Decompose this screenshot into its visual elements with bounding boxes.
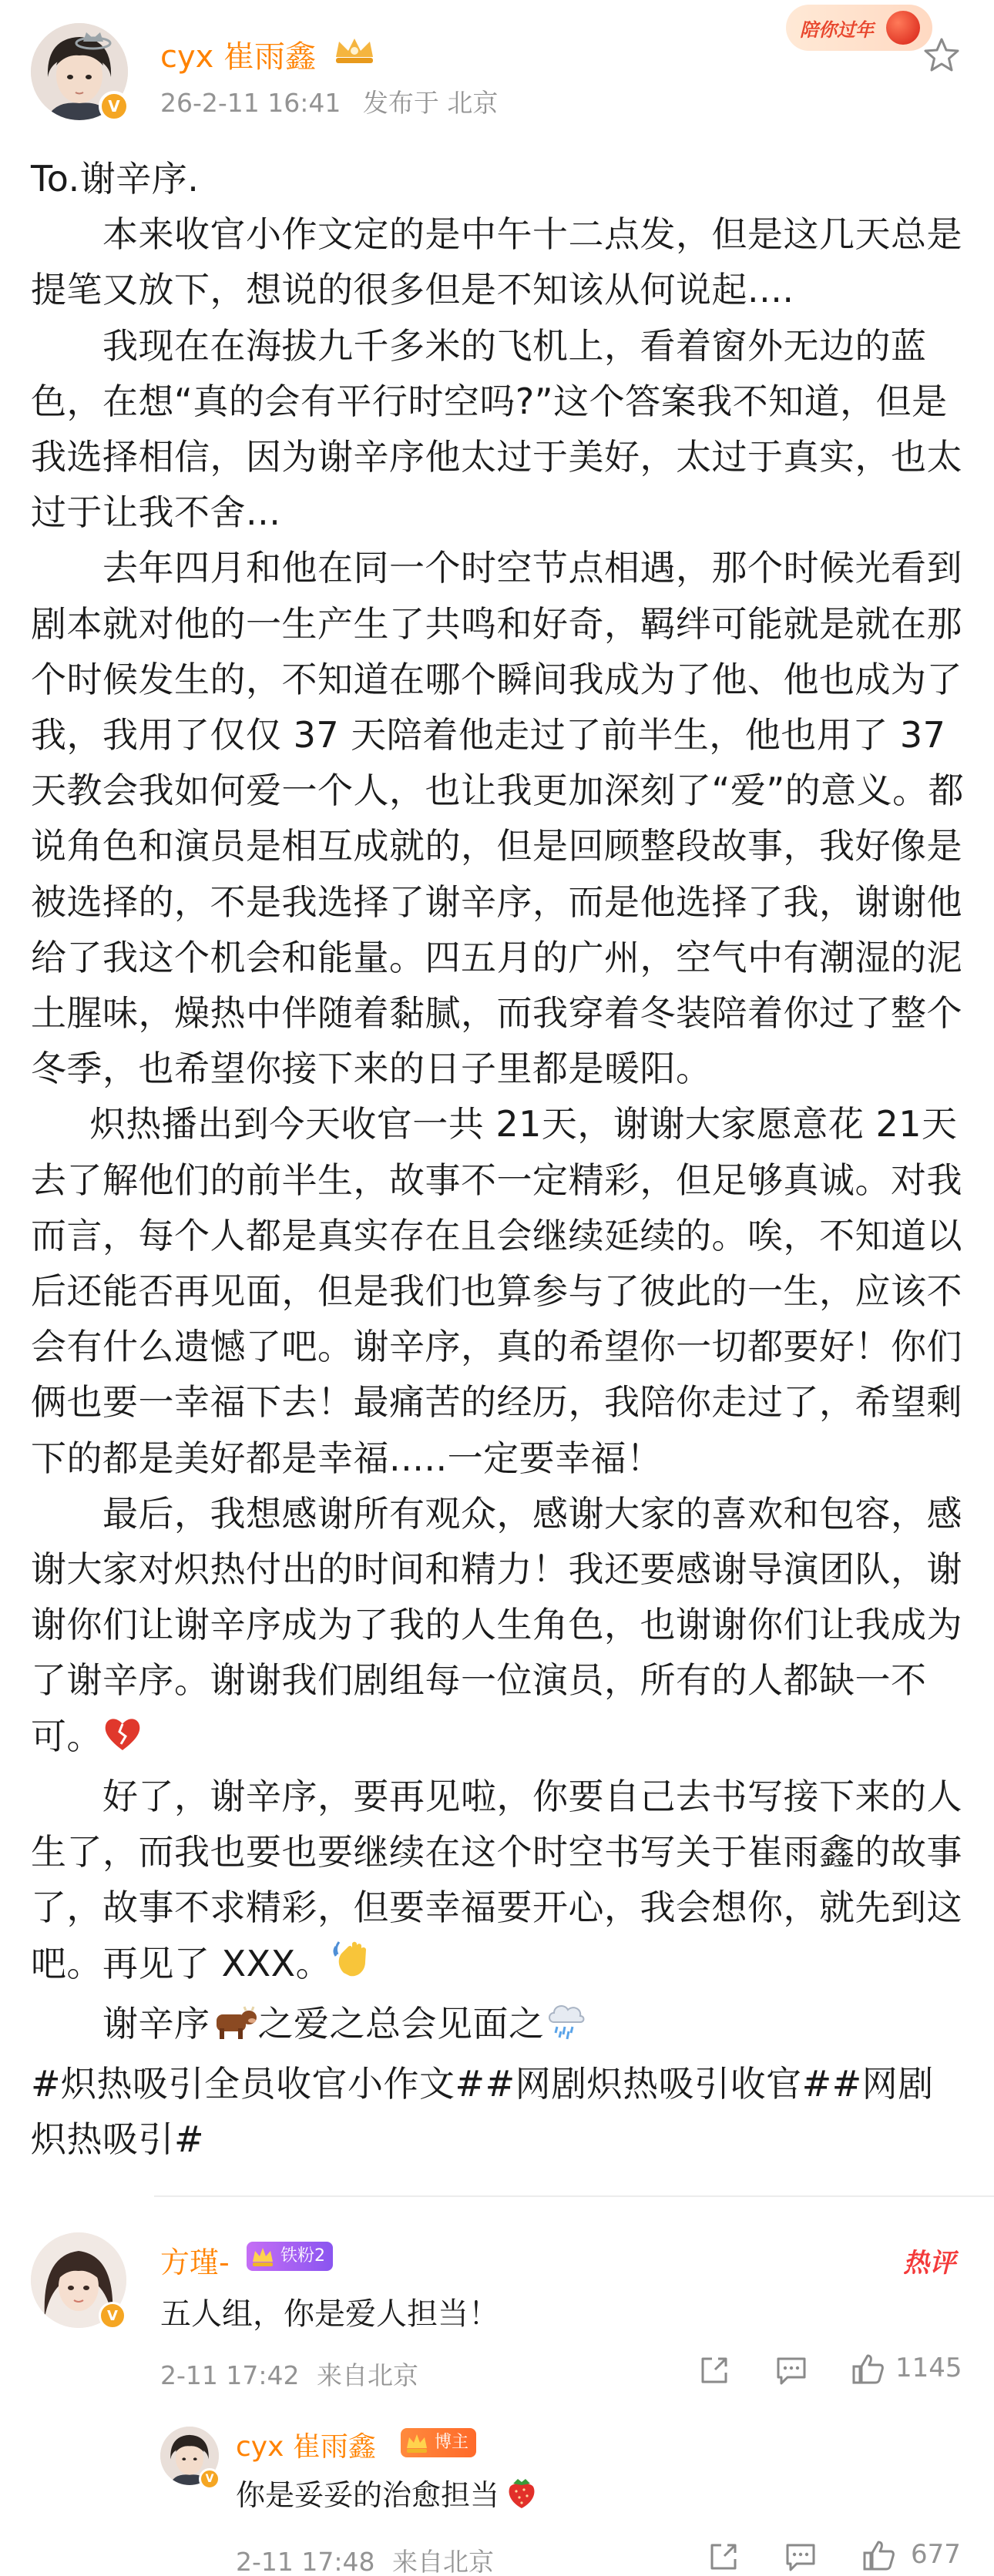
- post-paragraph-thanks: [31, 1486, 965, 1769]
- post-paragraph-text: 之爱之总会见面之: [257, 2002, 545, 2044]
- blogger-badge-label: 博主: [435, 2433, 469, 2452]
- reply-location: 来自北京: [392, 2547, 494, 2576]
- reply-meta: [236, 2542, 503, 2576]
- comment-text: 五人组，你是爱人担当！: [160, 2296, 499, 2332]
- share-icon[interactable]: [697, 2353, 732, 2388]
- hot-comment-tag: 热评: [903, 2248, 955, 2279]
- rain-cloud-icon: [545, 1999, 586, 2056]
- blogger-badge: [401, 2428, 476, 2457]
- broken-heart-icon: [102, 1713, 143, 1769]
- author-name[interactable]: cyx 崔雨鑫: [160, 39, 317, 75]
- like-count: 1145: [895, 2353, 962, 2383]
- hashtag-links[interactable]: #炽热吸引全员收官小作文##网剧炽热吸引收官##网剧炽热吸引#: [31, 2062, 934, 2161]
- post-paragraph: 炽热播出到今天收官一共 21天，谢谢大家愿意花 21天去了解他们的前半生，故事不一定精彩，但足够真诚。对我而言，每个人都是真实存在且会继续延续的。唉，不知道以后还能否再见面，但是我们也算参与了彼此的一生，应该不会有什么遗憾了吧。谢辛序，真的希望你一切都要好！你们俩也要一幸福下去！最痛苦的经历，我陪你走过了，希望剩下的都是美好都是幸福.....一定要幸福！: [31, 1103, 962, 1479]
- reply-text-content: 你是妥妥的治愈担当: [236, 2478, 500, 2512]
- post-location: 发布于 北京: [362, 88, 499, 118]
- cow-icon: [210, 2001, 258, 2056]
- post-paragraph-text: 好了，谢辛序，要再见啦，你要自己去书写接下来的人生了，而我也要也要继续在这个时空书写关于崔雨鑫的故事了，故事不求精彩，但要幸福要开心，我会想你，就先到这吧。再见了 XXX。: [31, 1775, 962, 1984]
- lantern-icon: [886, 11, 920, 45]
- comment-icon[interactable]: [774, 2353, 809, 2388]
- author-avatar[interactable]: [31, 23, 128, 120]
- comment-icon[interactable]: [783, 2539, 818, 2574]
- reply-author-name[interactable]: cyx 崔雨鑫: [236, 2431, 376, 2463]
- post-paragraph: 本来收官小作文定的是中午十二点发，但是这几天总是提笔又放下，想说的很多但是不知该从何说起....: [31, 213, 962, 311]
- waving-hand-icon: [331, 1939, 373, 1996]
- comment-item: [0, 2195, 994, 2396]
- post-meta: [160, 83, 512, 119]
- comment-meta: [160, 2356, 428, 2392]
- verified-v-badge: V: [99, 91, 129, 122]
- fan-crown-icon: [250, 2243, 276, 2269]
- verified-v-badge: V: [199, 2468, 220, 2490]
- post-paragraph: 去年四月和他在同一个时空节点相遇，那个时候光看到剧本就对他的一生产生了共鸣和好奇，羁绊可能就是就在那个时候发生的，不知道在哪个瞬间我成为了他、他也成为了我，我用了仅仅 37 天陪着他走过了前半生，他也用了 37 天教会我如何爱一个人，也让我更加深刻了“爱”的意义。都说角色和演员是相互成就的，但是回顾整段故事，我好像是被选择的，不是我选择了谢辛序，而是他选择了我，谢谢他给了我这个机会和能量。四五月的广州，空气中有潮湿的泥土腥味，燥热中伴随着黏腻，而我穿着冬装陪着你过了整个冬季，也希望你接下来的日子里都是暖阳。: [31, 547, 965, 1090]
- post-date: 26-2-11 16:41: [160, 88, 341, 118]
- festival-badge[interactable]: [786, 5, 932, 51]
- post-header: [0, 0, 994, 146]
- verified-v-badge: V: [99, 2302, 126, 2329]
- post-body: [31, 151, 965, 2167]
- commenter-name[interactable]: 方瑾-: [160, 2246, 230, 2279]
- strawberry-icon: [504, 2473, 539, 2517]
- post-paragraph-signoff: [31, 1996, 965, 2056]
- festival-badge-label: 陪你过年: [800, 18, 874, 41]
- post-paragraph-text: 谢辛序: [31, 2002, 210, 2044]
- halo-crown-icon: [74, 28, 112, 51]
- reply-date: 2-11 17:48: [236, 2547, 375, 2576]
- comment-date: 2-11 17:42: [160, 2360, 300, 2390]
- blogger-crown-icon: [404, 2430, 430, 2456]
- reply-text: [236, 2471, 539, 2517]
- post-paragraph: To.谢辛序.: [31, 158, 200, 200]
- star-icon[interactable]: [922, 35, 962, 75]
- thumbs-up-icon[interactable]: [861, 2537, 897, 2573]
- thumbs-up-icon[interactable]: [851, 2351, 886, 2386]
- post-paragraph: 我现在在海拔九千多米的飞机上，看着窗外无边的蓝色，在想“真的会有平行时空吗?”这个答案我不知道，但是我选择相信，因为谢辛序他太过于美好，太过于真实，也太过于让我不舍...: [31, 324, 962, 534]
- reply-item: [0, 2403, 994, 2576]
- like-count: 677: [911, 2539, 961, 2570]
- fan-level-badge: [247, 2242, 333, 2271]
- post-paragraph-goodbye: [31, 1769, 965, 1996]
- vip-crown-icon[interactable]: [331, 34, 378, 66]
- post-paragraph-text: 最后，我想感谢所有观众，感谢大家的喜欢和包容，感谢大家对炽热付出的时间和精力！我还要感谢导演团队，谢谢你们让谢辛序成为了我的人生角色，也谢谢你们让我成为了谢辛序。谢谢我们剧组每一位演员，所有的人都缺一不可。: [31, 1492, 962, 1757]
- comment-location: 来自北京: [317, 2360, 418, 2390]
- fan-level-label: 铁粉2: [280, 2246, 325, 2266]
- share-icon[interactable]: [706, 2539, 741, 2574]
